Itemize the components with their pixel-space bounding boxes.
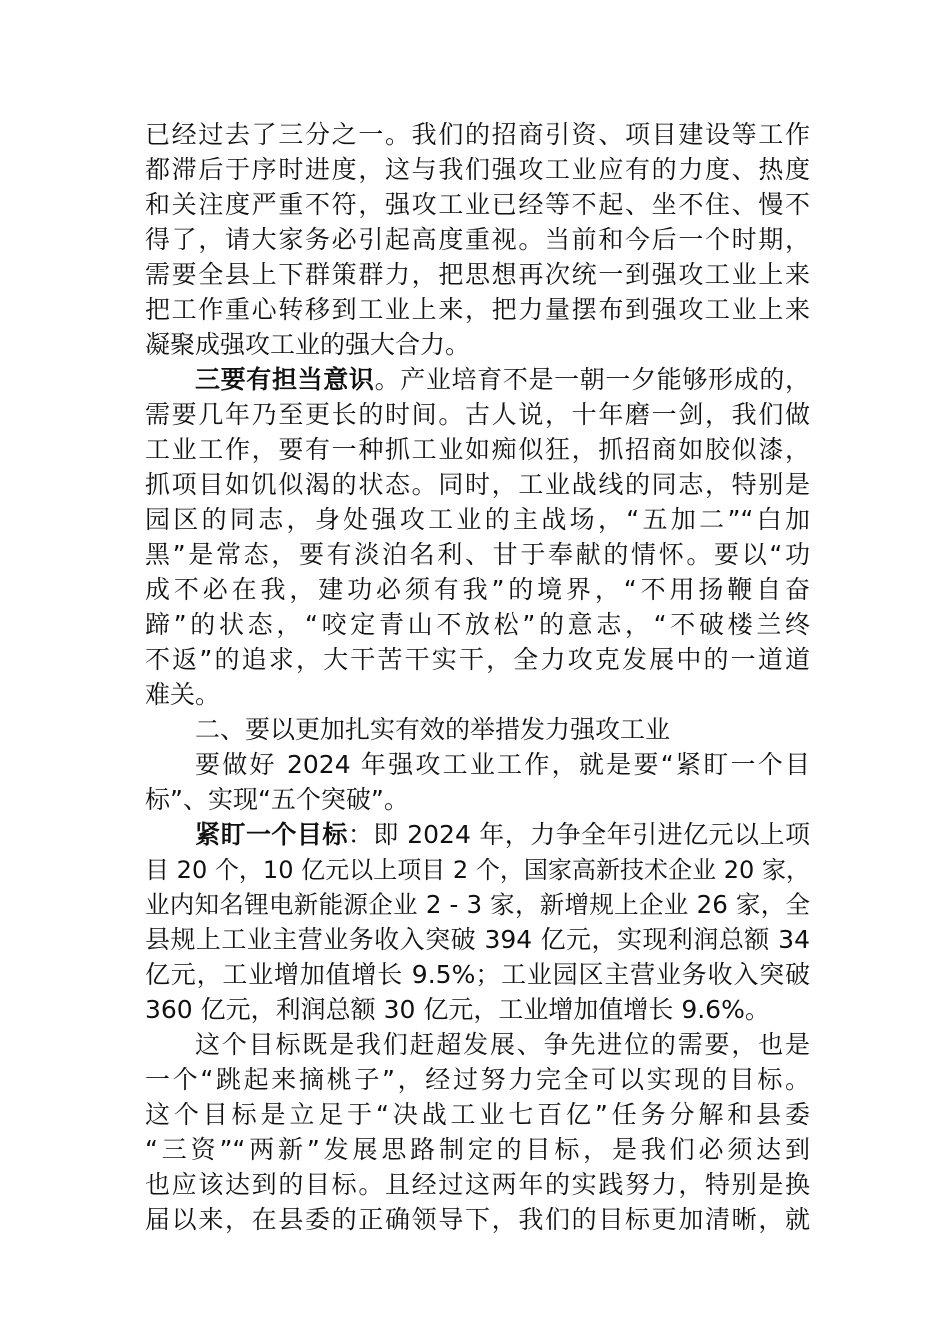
paragraph-1-line-5: 需要全县上下群策群力，把思想再次统一到强攻工业上来 xyxy=(145,260,810,289)
paragraph-2-line-4: 抓项目如饥似渴的状态。同时，工业战线的同志，特别是 xyxy=(145,470,810,499)
paragraph-5-line-6: 届以来，在县委的正确领导下，我们的目标更加清晰，就 xyxy=(145,1205,810,1234)
paragraph-1-line-7: 凝聚成强攻工业的强大合力。 xyxy=(145,330,471,359)
paragraph-4-line-2: 目 20 个，10 亿元以上项目 2 个，国家高新技术企业 20 家， xyxy=(145,856,810,884)
paragraph-3-line-2: 标”、实现“五个突破”。 xyxy=(145,785,409,814)
paragraph-2-line-5: 园区的同志，身处强攻工业的主战场，“五加二”“白加 xyxy=(145,505,810,534)
paragraph-2-line-8: 蹄”的状态，“咬定青山不放松”的意志，“不破楼兰终 xyxy=(145,610,810,639)
paragraph-5-line-5: 也应该达到的目标。且经过这两年的实践努力，特别是换 xyxy=(145,1170,810,1199)
paragraph-2-line-6: 黑”是常态，要有淡泊名利、甘于奉献的情怀。要以“功 xyxy=(145,540,810,569)
paragraph-4-line-1-text: ：即 2024 年，力争全年引进亿元以上项 xyxy=(347,820,810,849)
paragraph-4-line-5: 亿元，工业增加值增长 9.5%；工业园区主营业务收入突破 xyxy=(145,960,810,989)
paragraph-1-line-6: 把工作重心转移到工业上来，把力量摆布到强攻工业上来 xyxy=(145,295,810,324)
paragraph-1-line-1: 已经过去了三分之一。我们的招商引资、项目建设等工作 xyxy=(145,120,810,149)
paragraph-2-line-1 xyxy=(195,362,810,398)
paragraph-5-line-4: “三资”“两新”发展思路制定的目标，是我们必须达到 xyxy=(145,1135,810,1164)
paragraph-4-lead: 紧盯一个目标 xyxy=(195,820,348,849)
paragraph-2-line-2: 需要几年乃至更长的时间。古人说，十年磨一剑，我们做 xyxy=(145,400,810,429)
paragraph-4-line-6: 360 亿元，利润总额 30 亿元，工业增加值增长 9.6%。 xyxy=(145,995,770,1024)
paragraph-4-line-4: 县规上工业主营业务收入突破 394 亿元，实现利润总额 34 xyxy=(145,925,810,954)
paragraph-1-line-2: 都滞后于序时进度，这与我们强攻工业应有的力度、热度 xyxy=(145,155,810,184)
paragraph-2-line-7: 成不必在我，建功必须有我”的境界，“不用扬鞭自奋 xyxy=(145,575,810,604)
paragraph-4-line-3: 业内知名锂电新能源企业 2 - 3 家，新增规上企业 26 家，全 xyxy=(145,890,810,919)
paragraph-1-line-4: 得了，请大家务必引起高度重视。当前和今后一个时期， xyxy=(145,225,810,254)
paragraph-2-line-9: 不返”的追求，大干苦干实干，全力攻克发展中的一道道 xyxy=(145,645,810,674)
paragraph-2-line-3: 工业工作，要有一种抓工业如痴似狂，抓招商如胶似漆， xyxy=(145,435,810,464)
section-heading: 二、要以更加扎实有效的举措发力强攻工业 xyxy=(195,715,671,744)
paragraph-5-line-3: 这个目标是立足于“决战工业七百亿”任务分解和县委 xyxy=(145,1100,810,1129)
paragraph-2-line-1-text: 。产业培育不是一朝一夕能够形成的， xyxy=(374,365,810,394)
paragraph-5-line-2: 一个“跳起来摘桃子”，经过努力完全可以实现的目标。 xyxy=(145,1065,810,1094)
paragraph-1-line-3: 和关注度严重不符，强攻工业已经等不起、坐不住、慢不 xyxy=(145,190,810,219)
paragraph-3-line-1: 要做好 2024 年强攻工业工作，就是要“紧盯一个目 xyxy=(195,750,810,779)
paragraph-2-line-10: 难关。 xyxy=(145,680,221,709)
paragraph-5-line-1: 这个目标既是我们赶超发展、争先进位的需要，也是 xyxy=(195,1030,810,1059)
paragraph-4-line-1 xyxy=(195,817,810,853)
paragraph-2-lead: 三要有担当意识 xyxy=(195,365,375,394)
